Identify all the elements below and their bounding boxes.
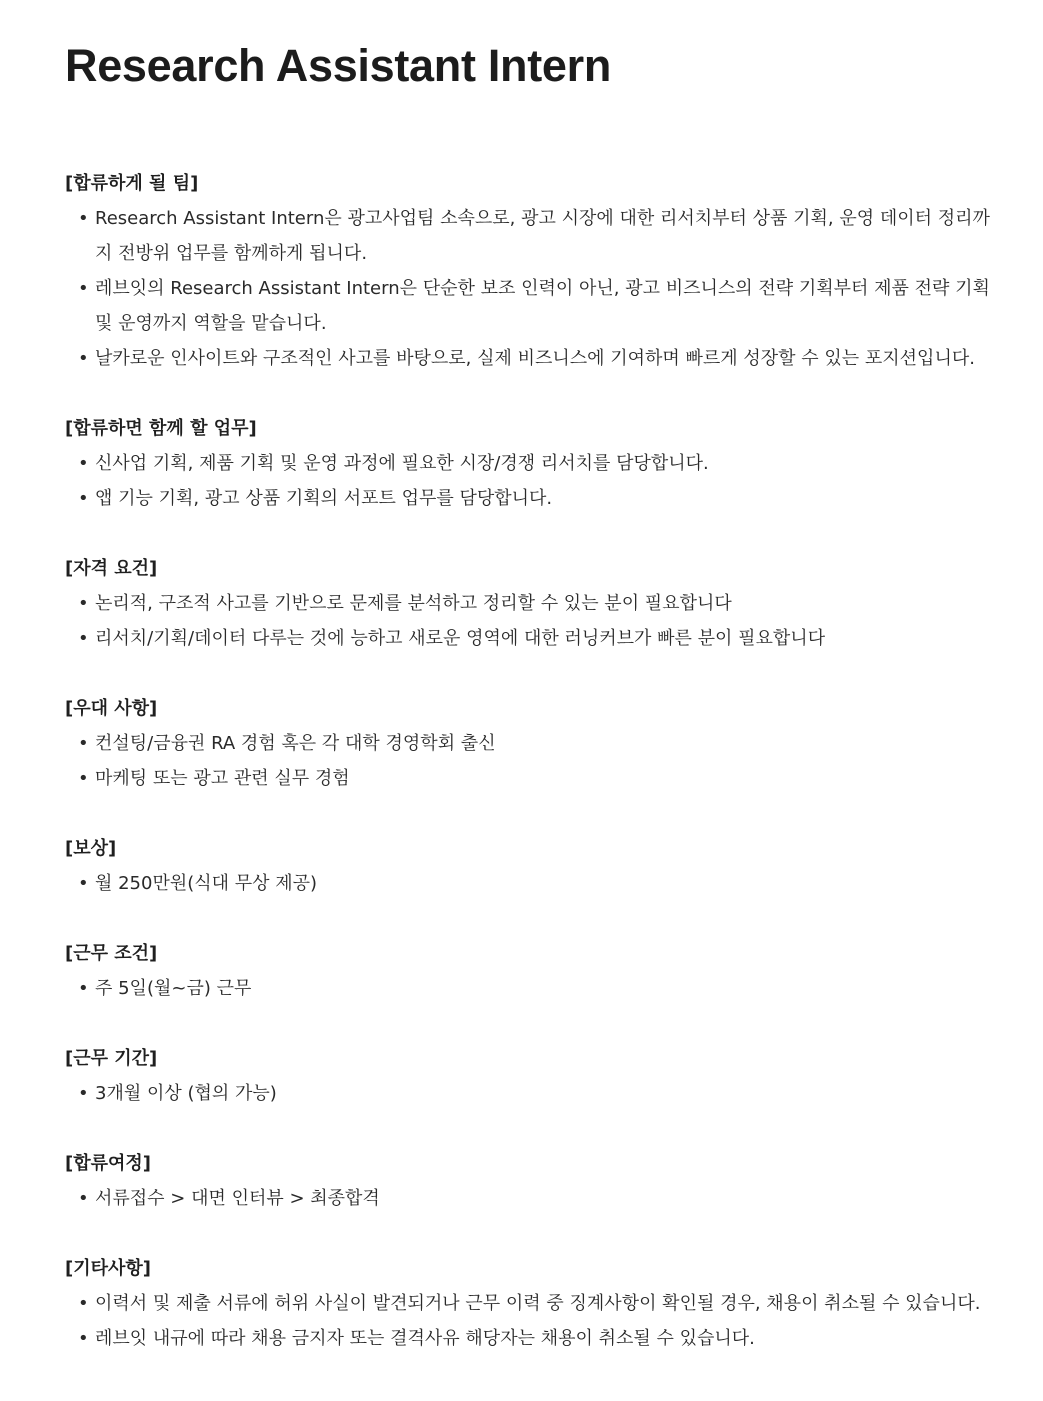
job-sections: [65, 166, 1003, 1356]
list-item-text: 레브잇 내규에 따라 채용 금지자 또는 결격사유 해당자는 채용이 취소될 수 있습니다.: [95, 1328, 755, 1349]
bullet-list: [65, 971, 1003, 1006]
bullet-list: [65, 201, 1003, 376]
bullet-icon: •: [78, 1083, 89, 1104]
bullet-icon: •: [78, 768, 89, 789]
list-item-text: 마케팅 또는 광고 관련 실무 경험: [95, 768, 350, 789]
section-qualifications: [65, 551, 1003, 656]
list-item-text: 월 250만원(식대 무상 제공): [95, 873, 318, 894]
list-item-text: 3개월 이상 (협의 가능): [95, 1083, 277, 1104]
bullet-icon: •: [78, 488, 89, 509]
list-item-text: 날카로운 인사이트와 구조적인 사고를 바탕으로, 실제 비즈니스에 기여하며 빠르게 성장할 수 있는 포지션입니다.: [95, 348, 975, 369]
list-item: [65, 1076, 1003, 1111]
list-item: [65, 1181, 1003, 1216]
page-title: Research Assistant Intern: [65, 40, 612, 91]
list-item-text: 레브잇의 Research Assistant Intern은 단순한 보조 인력이 아닌, 광고 비즈니스의 전략 기획부터 제품 전략 기획 및 운영까지 역할을 맡습니다.: [95, 278, 990, 334]
list-item: [65, 271, 1003, 341]
list-item-text: 리서치/기획/데이터 다루는 것에 능하고 새로운 영역에 대한 러닝커브가 빠른 분이 필요합니다: [95, 628, 826, 649]
bullet-icon: •: [78, 278, 89, 299]
list-item-text: Research Assistant Intern은 광고사업팀 소속으로, 광고 시장에 대한 리서치부터 상품 기획, 운영 데이터 정리까지 전방위 업무를 함께하게 됩니다.: [95, 208, 990, 264]
list-item: [65, 761, 1003, 796]
bullet-list: [65, 586, 1003, 656]
bullet-icon: •: [78, 1293, 89, 1314]
list-item: [65, 866, 1003, 901]
list-item-text: 앱 기능 기획, 광고 상품 기획의 서포트 업무를 담당합니다.: [95, 488, 553, 509]
section-heading: [합류하면 함께 할 업무]: [65, 418, 257, 439]
bullet-icon: •: [78, 1328, 89, 1349]
section-hiring-process: [65, 1146, 1003, 1216]
list-item: [65, 621, 1003, 656]
section-work-period: [65, 1041, 1003, 1111]
section-heading: [우대 사항]: [65, 698, 158, 719]
list-item-text: 논리적, 구조적 사고를 기반으로 문제를 분석하고 정리할 수 있는 분이 필요합니다: [95, 593, 732, 614]
section-compensation: [65, 831, 1003, 901]
section-team: [65, 166, 1003, 376]
bullet-icon: •: [78, 453, 89, 474]
bullet-icon: •: [78, 593, 89, 614]
bullet-icon: •: [78, 1188, 89, 1209]
section-work-conditions: [65, 936, 1003, 1006]
bullet-icon: •: [78, 873, 89, 894]
list-item: [65, 586, 1003, 621]
list-item-text: 주 5일(월~금) 근무: [95, 978, 252, 999]
list-item-text: 서류접수 > 대면 인터뷰 > 최종합격: [95, 1188, 380, 1209]
bullet-list: [65, 1181, 1003, 1216]
list-item: [65, 481, 1003, 516]
bullet-icon: •: [78, 208, 89, 229]
bullet-icon: •: [78, 978, 89, 999]
section-heading: [기타사항]: [65, 1258, 152, 1279]
bullet-list: [65, 866, 1003, 901]
list-item-text: 컨설팅/금융권 RA 경험 혹은 각 대학 경영학회 출신: [95, 733, 496, 754]
bullet-icon: •: [78, 628, 89, 649]
section-heading: [근무 조건]: [65, 943, 158, 964]
section-heading: [합류하게 될 팀]: [65, 173, 199, 194]
list-item-text: 신사업 기획, 제품 기획 및 운영 과정에 필요한 시장/경쟁 리서치를 담당합니다.: [95, 453, 709, 474]
list-item: [65, 1286, 1003, 1321]
bullet-icon: •: [78, 348, 89, 369]
bullet-list: [65, 726, 1003, 796]
list-item-text: 이력서 및 제출 서류에 허위 사실이 발견되거나 근무 이력 중 징계사항이 확인될 경우, 채용이 취소될 수 있습니다.: [95, 1293, 981, 1314]
section-heading: [근무 기간]: [65, 1048, 158, 1069]
list-item: [65, 971, 1003, 1006]
section-preferred: [65, 691, 1003, 796]
list-item: [65, 446, 1003, 481]
bullet-list: [65, 1286, 1003, 1356]
section-other-notes: [65, 1251, 1003, 1356]
section-heading: [보상]: [65, 838, 117, 859]
list-item: [65, 1321, 1003, 1356]
bullet-list: [65, 446, 1003, 516]
list-item: [65, 201, 1003, 271]
list-item: [65, 341, 1003, 376]
section-duties: [65, 411, 1003, 516]
bullet-icon: •: [78, 733, 89, 754]
section-heading: [합류여정]: [65, 1153, 152, 1174]
section-heading: [자격 요건]: [65, 558, 158, 579]
list-item: [65, 726, 1003, 761]
bullet-list: [65, 1076, 1003, 1111]
